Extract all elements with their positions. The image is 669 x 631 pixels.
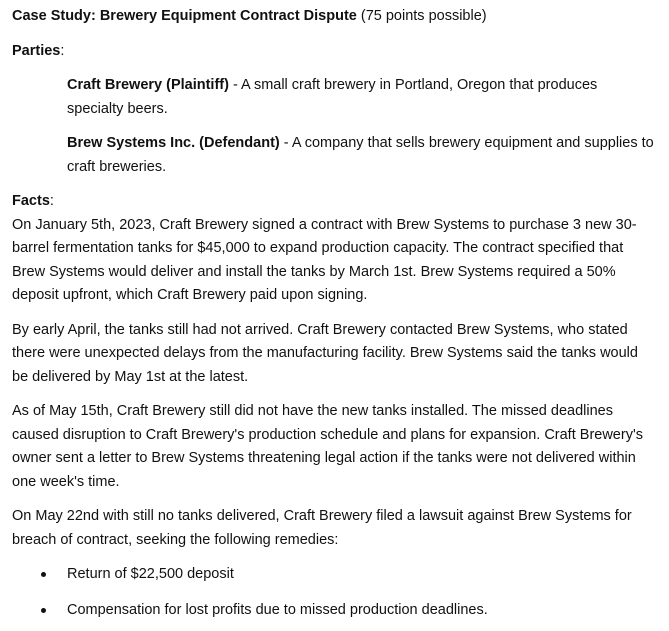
parties-colon: :: [60, 42, 65, 59]
remedy-text: Compensation for lost profits due to missed production deadlines.: [67, 601, 488, 618]
points-possible: (75 points possible): [360, 8, 487, 24]
party-description: - A small craft brewery in Portland, Oregon that produces specialty beers.: [67, 77, 598, 117]
facts-colon: :: [49, 193, 54, 209]
list-item: [12, 563, 657, 587]
parties-label: Parties: [12, 42, 61, 59]
facts-paragraph: By early April, the tanks still had not arrived. Craft Brewery contacted Brew Systems, who stated there were unexpected delays from the manufacturing facility. Brew Systems said the tanks would be delivered by May 1st at the latest.: [12, 321, 638, 385]
party-name: Brew Systems Inc. (Defendant): [67, 135, 280, 151]
party-defendant: [67, 132, 657, 179]
case-title-line: [12, 5, 657, 29]
party-name: Craft Brewery (Plaintiff): [67, 77, 229, 93]
facts-paragraph: As of May 15th, Craft Brewery still did not have the new tanks installed. The missed deadlines caused disruption to Craft Brewery's production schedule and plans for expansion. Craft Brewery's owner sent a letter to Brew Systems threatening legal action if the tanks were not delivered within one week's time.: [12, 403, 643, 490]
facts-heading: [12, 190, 657, 214]
remedy-text: Return of $22,500 deposit: [67, 566, 234, 582]
list-item: [12, 599, 657, 623]
remedies-list: [12, 563, 657, 622]
case-title: Case Study: Brewery Equipment Contract Dispute: [12, 8, 357, 24]
facts-paragraph: On May 22nd with still no tanks delivered, Craft Brewery filed a lawsuit against Brew Systems for breach of contract, seeking the following remedies:: [12, 508, 632, 548]
parties-heading: [12, 40, 657, 64]
party-description: - A company that sells brewery equipment and supplies to craft breweries.: [67, 135, 654, 175]
bullet-icon: [41, 572, 46, 577]
bullet-icon: [41, 608, 46, 613]
facts-paragraph: On January 5th, 2023, Craft Brewery signed a contract with Brew Systems to purchase 3 new 30-barrel fermentation tanks for $45,000 to expand production capacity. The contract specified that Brew Systems would deliver and install the tanks by March 1st. Brew Systems required a 50% deposit upfront, which Craft Brewery paid upon signing.: [12, 216, 637, 303]
party-plaintiff: [67, 74, 657, 121]
facts-label: Facts: [12, 193, 50, 209]
